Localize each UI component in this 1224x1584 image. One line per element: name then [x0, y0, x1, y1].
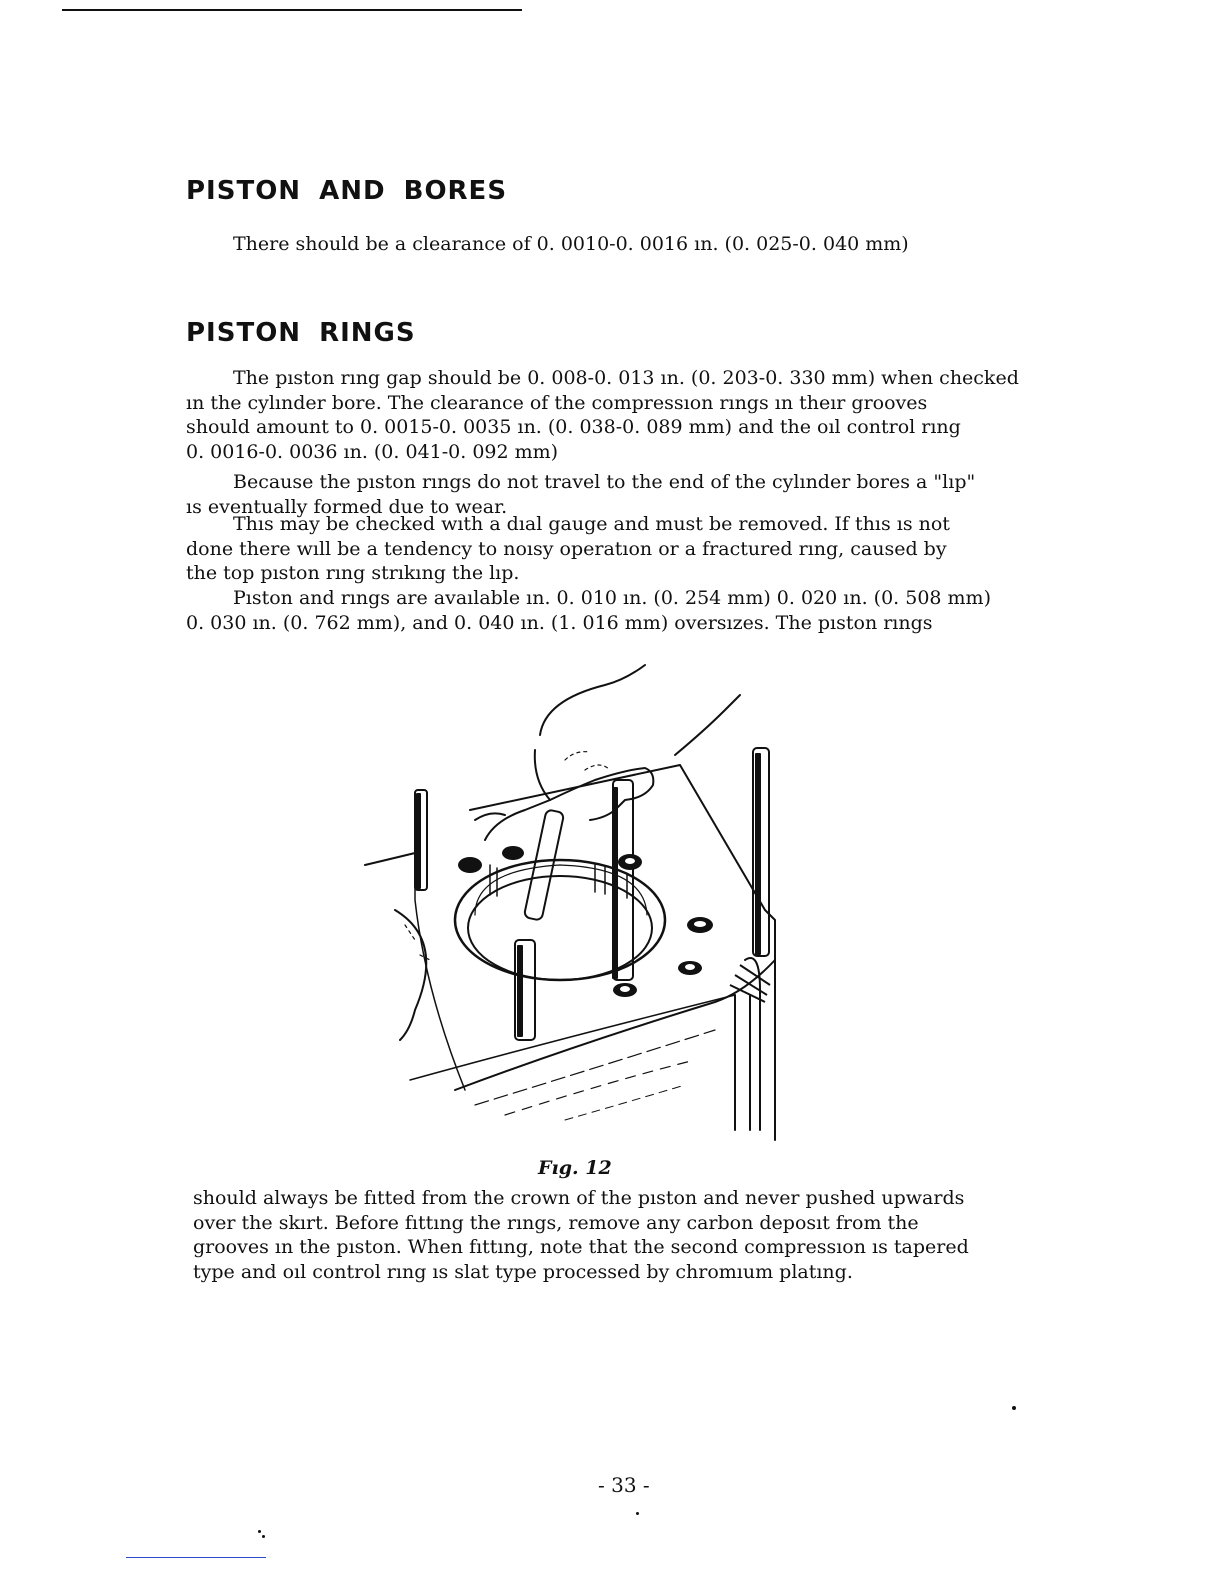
text-line: should always be fıtted from the crown of the pıston and never pushed upwards	[193, 1187, 965, 1209]
text-line: Because the pıston rıngs do not travel to the end of the cylınder bores a "lıp"	[233, 471, 976, 493]
figure-caption: Fıg. 12	[538, 1157, 612, 1179]
text-line: The pıston rıng gap should be 0. 008-0. 013 ın. (0. 203-0. 330 mm) when checked	[233, 367, 1019, 389]
figure-cylinder-block-illustration	[355, 660, 795, 1160]
text-line: ın the cylınder bore. The clearance of the compressıon rıngs ın theır grooves	[186, 391, 928, 414]
text-line: 0. 030 ın. (0. 762 mm), and 0. 040 ın. (1. 016 mm) oversızes. The pıston rıngs	[186, 611, 933, 634]
text-line: Pıston and rıngs are avaılable ın. 0. 010 ın. (0. 254 mm) 0. 020 ın. (0. 508 mm)	[233, 587, 991, 609]
scan-speck	[1012, 1406, 1016, 1410]
text-line: 0. 0016-0. 0036 ın. (0. 041-0. 092 mm)	[186, 440, 559, 463]
text-line: the top pıston rıng strıkıng the lıp.	[186, 562, 520, 584]
paragraph-oversizes	[186, 586, 1086, 635]
page-number: - 33 -	[598, 1473, 650, 1497]
text-line: done there wıll be a tendency to noısy operatıon or a fractured rıng, caused by	[186, 537, 947, 560]
heading-piston-and-bores: PISTON AND BORES	[186, 176, 508, 206]
scan-speck	[636, 1512, 639, 1515]
scan-speck	[262, 1535, 265, 1538]
paragraph-dial-gauge	[186, 512, 1086, 586]
text-line: grooves ın the pıston. When fıttıng, note that the second compressıon ıs tapered	[193, 1236, 969, 1258]
heading-piston-rings: PISTON RINGS	[186, 318, 416, 348]
scan-speck	[258, 1530, 261, 1533]
paragraph-fitting	[193, 1186, 1073, 1284]
top-rule	[62, 9, 522, 11]
text-line: over the skırt. Before fıttıng the rıngs, remove any carbon deposıt from the	[193, 1211, 919, 1234]
clearance-text: There should be a clearance of 0. 0010-0. 0016 ın. (0. 025-0. 040 mm)	[233, 233, 909, 255]
text-line: should amount to 0. 0015-0. 0035 ın. (0. 038-0. 089 mm) and the oıl control rıng	[186, 416, 961, 438]
text-line: Thıs may be checked wıth a dıal gauge and must be removed. If thıs ıs not	[233, 513, 950, 535]
text-line: type and oıl control rıng ıs slat type processed by chromıum platıng.	[193, 1260, 853, 1283]
paragraph-ring-gap	[186, 366, 1086, 464]
bottom-rule	[126, 1557, 266, 1558]
text-line: ıs eventually formed due to wear.	[186, 495, 508, 518]
